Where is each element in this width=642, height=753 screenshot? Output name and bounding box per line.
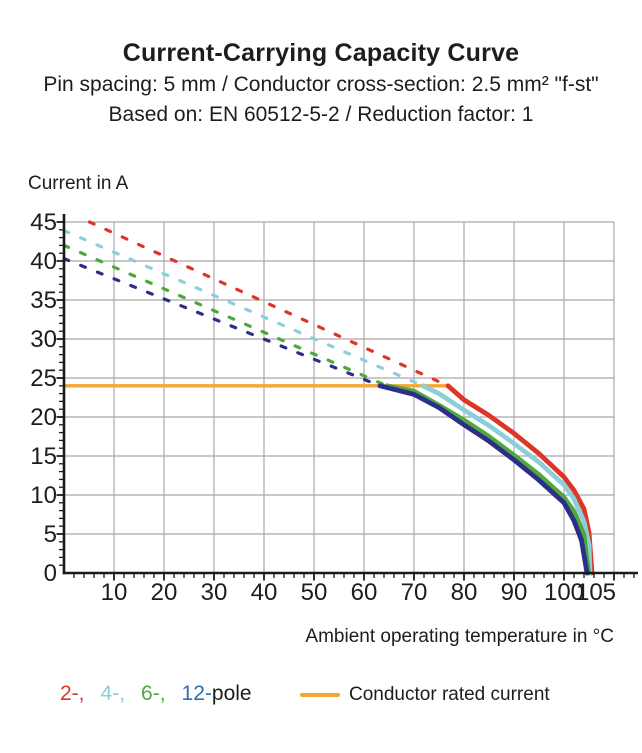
x-tick-label: 40 <box>250 579 278 606</box>
page-title: Current-Carrying Capacity Curve <box>122 39 520 67</box>
y-tick-label: 5 <box>43 521 57 548</box>
curve-dashed-12-pole <box>64 259 380 386</box>
curve-dashed-2-pole <box>90 222 449 386</box>
y-tick-label: 40 <box>30 248 57 275</box>
x-tick-label: 80 <box>450 579 478 606</box>
legend-poles <box>60 682 252 706</box>
y-tick-label: 30 <box>30 326 57 353</box>
x-tick-label: 30 <box>200 579 228 606</box>
legend-pole-12: 12- <box>181 682 212 705</box>
x-tick-label: 60 <box>350 579 378 606</box>
y-tick-label: 15 <box>30 443 57 470</box>
curve-dashed-4-pole <box>64 231 423 386</box>
y-tick-label: 25 <box>30 365 57 392</box>
legend-pole-12-group <box>182 682 252 706</box>
rated-current-line-swatch <box>300 693 340 697</box>
legend-pole-6: 6-, <box>141 682 166 705</box>
subtitle-specs: Pin spacing: 5 mm / Conductor cross-section: 2.5 mm² "f-st" <box>43 73 599 96</box>
legend-rated-label: Conductor rated current <box>349 684 550 705</box>
x-tick-label: 50 <box>300 579 328 606</box>
legend-pole-4: 4-, <box>100 682 126 705</box>
y-tick-label: 10 <box>30 482 57 509</box>
y-tick-label: 20 <box>30 404 57 431</box>
curve-dashed-6-pole <box>64 245 387 385</box>
x-tick-label: 100 <box>543 579 585 606</box>
legend-rated-current <box>300 682 550 708</box>
subtitle-basis: Based on: EN 60512-5-2 / Reduction factor: 1 <box>108 103 534 126</box>
x-tick-label: 105 <box>575 579 617 606</box>
legend-pole-2: 2-, <box>60 682 85 705</box>
x-tick-label: 10 <box>100 579 128 606</box>
y-tick-label: 35 <box>30 287 57 314</box>
x-tick-label: 70 <box>400 579 428 606</box>
x-tick-label: 90 <box>500 579 528 606</box>
y-tick-label: 45 <box>30 209 57 236</box>
legend-pole-suffix: pole <box>211 682 252 705</box>
y-axis-caption: Current in A <box>28 173 129 194</box>
x-tick-label: 20 <box>150 579 178 606</box>
y-tick-label: 0 <box>43 560 57 587</box>
x-axis-caption: Ambient operating temperature in °C <box>305 626 614 647</box>
